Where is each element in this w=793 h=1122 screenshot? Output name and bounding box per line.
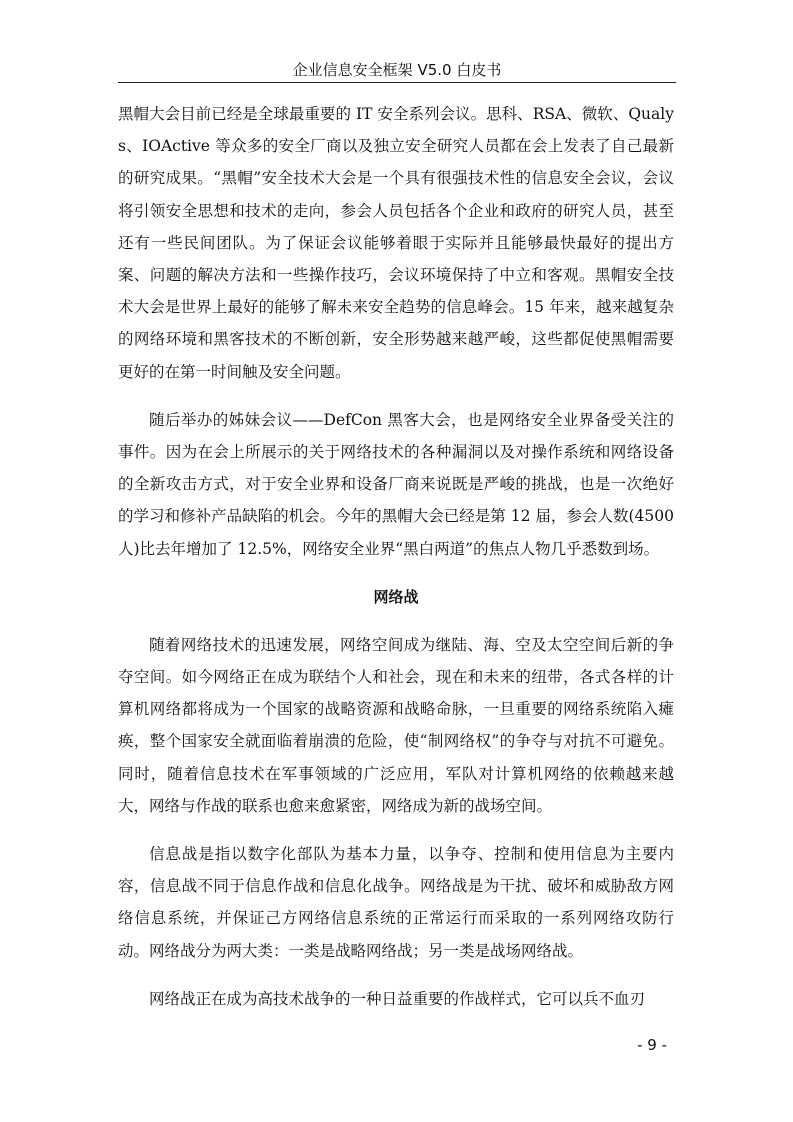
page-header — [118, 58, 676, 83]
document-body — [118, 98, 674, 1015]
paragraph-defcon: 随后举办的姊妹会议——DefCon 黑客大会，也是网络安全业界备受关注的事件。因为在会上所展示的关于网络技术的各种漏洞以及对操作系统和网络设备的全新攻击方式，对于安全业界和设备厂商来说既是严峻的挑战，也是一次绝好的学习和修补产品缺陷的机会。今年的黑帽大会已经是第 12 届，参会人数(4500 人)比去年增加了 12.5%，网络安全业界“黑白两道”的焦点人物几乎悉数到场。 — [118, 410, 674, 558]
paragraph-gap — [118, 967, 674, 983]
section-title-cyberwar: 网络战 — [373, 587, 419, 606]
paragraph-information-warfare: 信息战是指以数字化部队为基本力量，以争夺、控制和使用信息为主要内容，信息战不同于信息作战和信息化战争。网络战是为干扰、破坏和威胁敌方网络信息系统，并保证己方网络信息系统的正常运行而采取的一系列网络攻防行动。网络战分为两大类：一类是战略网络战；另一类是战场网络战。 — [118, 845, 674, 960]
paragraph-gap — [118, 565, 674, 581]
paragraph-cyberspace: 随着网络技术的迅速发展，网络空间成为继陆、海、空及太空空间后新的争夺空间。如今网络正在成为联结个人和社会，现在和未来的纽带，各式各样的计算机网络都将成为一个国家的战略资源和战略命脉，一旦重要的网络系统陷入瘫痪，整个国家安全就面临着崩溃的危险，使“制网络权”的争夺与对抗不可避免。同时，随着信息技术在军事领域的广泛应用，军队对计算机网络的依赖越来越大，网络与作战的联系也愈来愈紧密，网络成为新的战场空间。 — [118, 635, 674, 815]
paragraph-gap — [118, 613, 674, 629]
paragraph-blackhat-intro: 黑帽大会目前已经是全球最重要的 IT 安全系列会议。思科、RSA、微软、Qualys、IOActive 等众多的安全厂商以及独立安全研究人员都在会上发表了自己最新的研究成果。“黑帽”安全技术大会是一个具有很强技术性的信息安全会议，会议将引领安全思想和技术的走向，参会人员包括各个企业和政府的研究人员，甚至还有一些民间团队。为了保证会议能够着眼于实际并且能够最快最好的提出方案、问题的解决方法和一些操作技巧，会议环境保持了中立和客观。黑帽安全技术大会是世界上最好的能够了解未来安全趋势的信息峰会。15 年来，越来越复杂的网络环境和黑客技术的不断创新，安全形势越来越严峻，这些都促使黑帽需要更好的在第一时间触及安全问题。 — [118, 105, 674, 381]
paragraph-gap — [118, 388, 674, 404]
page-number: - 9 - — [637, 1036, 667, 1054]
paragraph-gap — [118, 822, 674, 838]
paragraph-cyberwar-style: 网络战正在成为高技术战争的一种日益重要的作战样式，它可以兵不血刃 — [149, 989, 646, 1008]
header-title: 企业信息安全框架 V5.0 白皮书 — [292, 61, 502, 79]
